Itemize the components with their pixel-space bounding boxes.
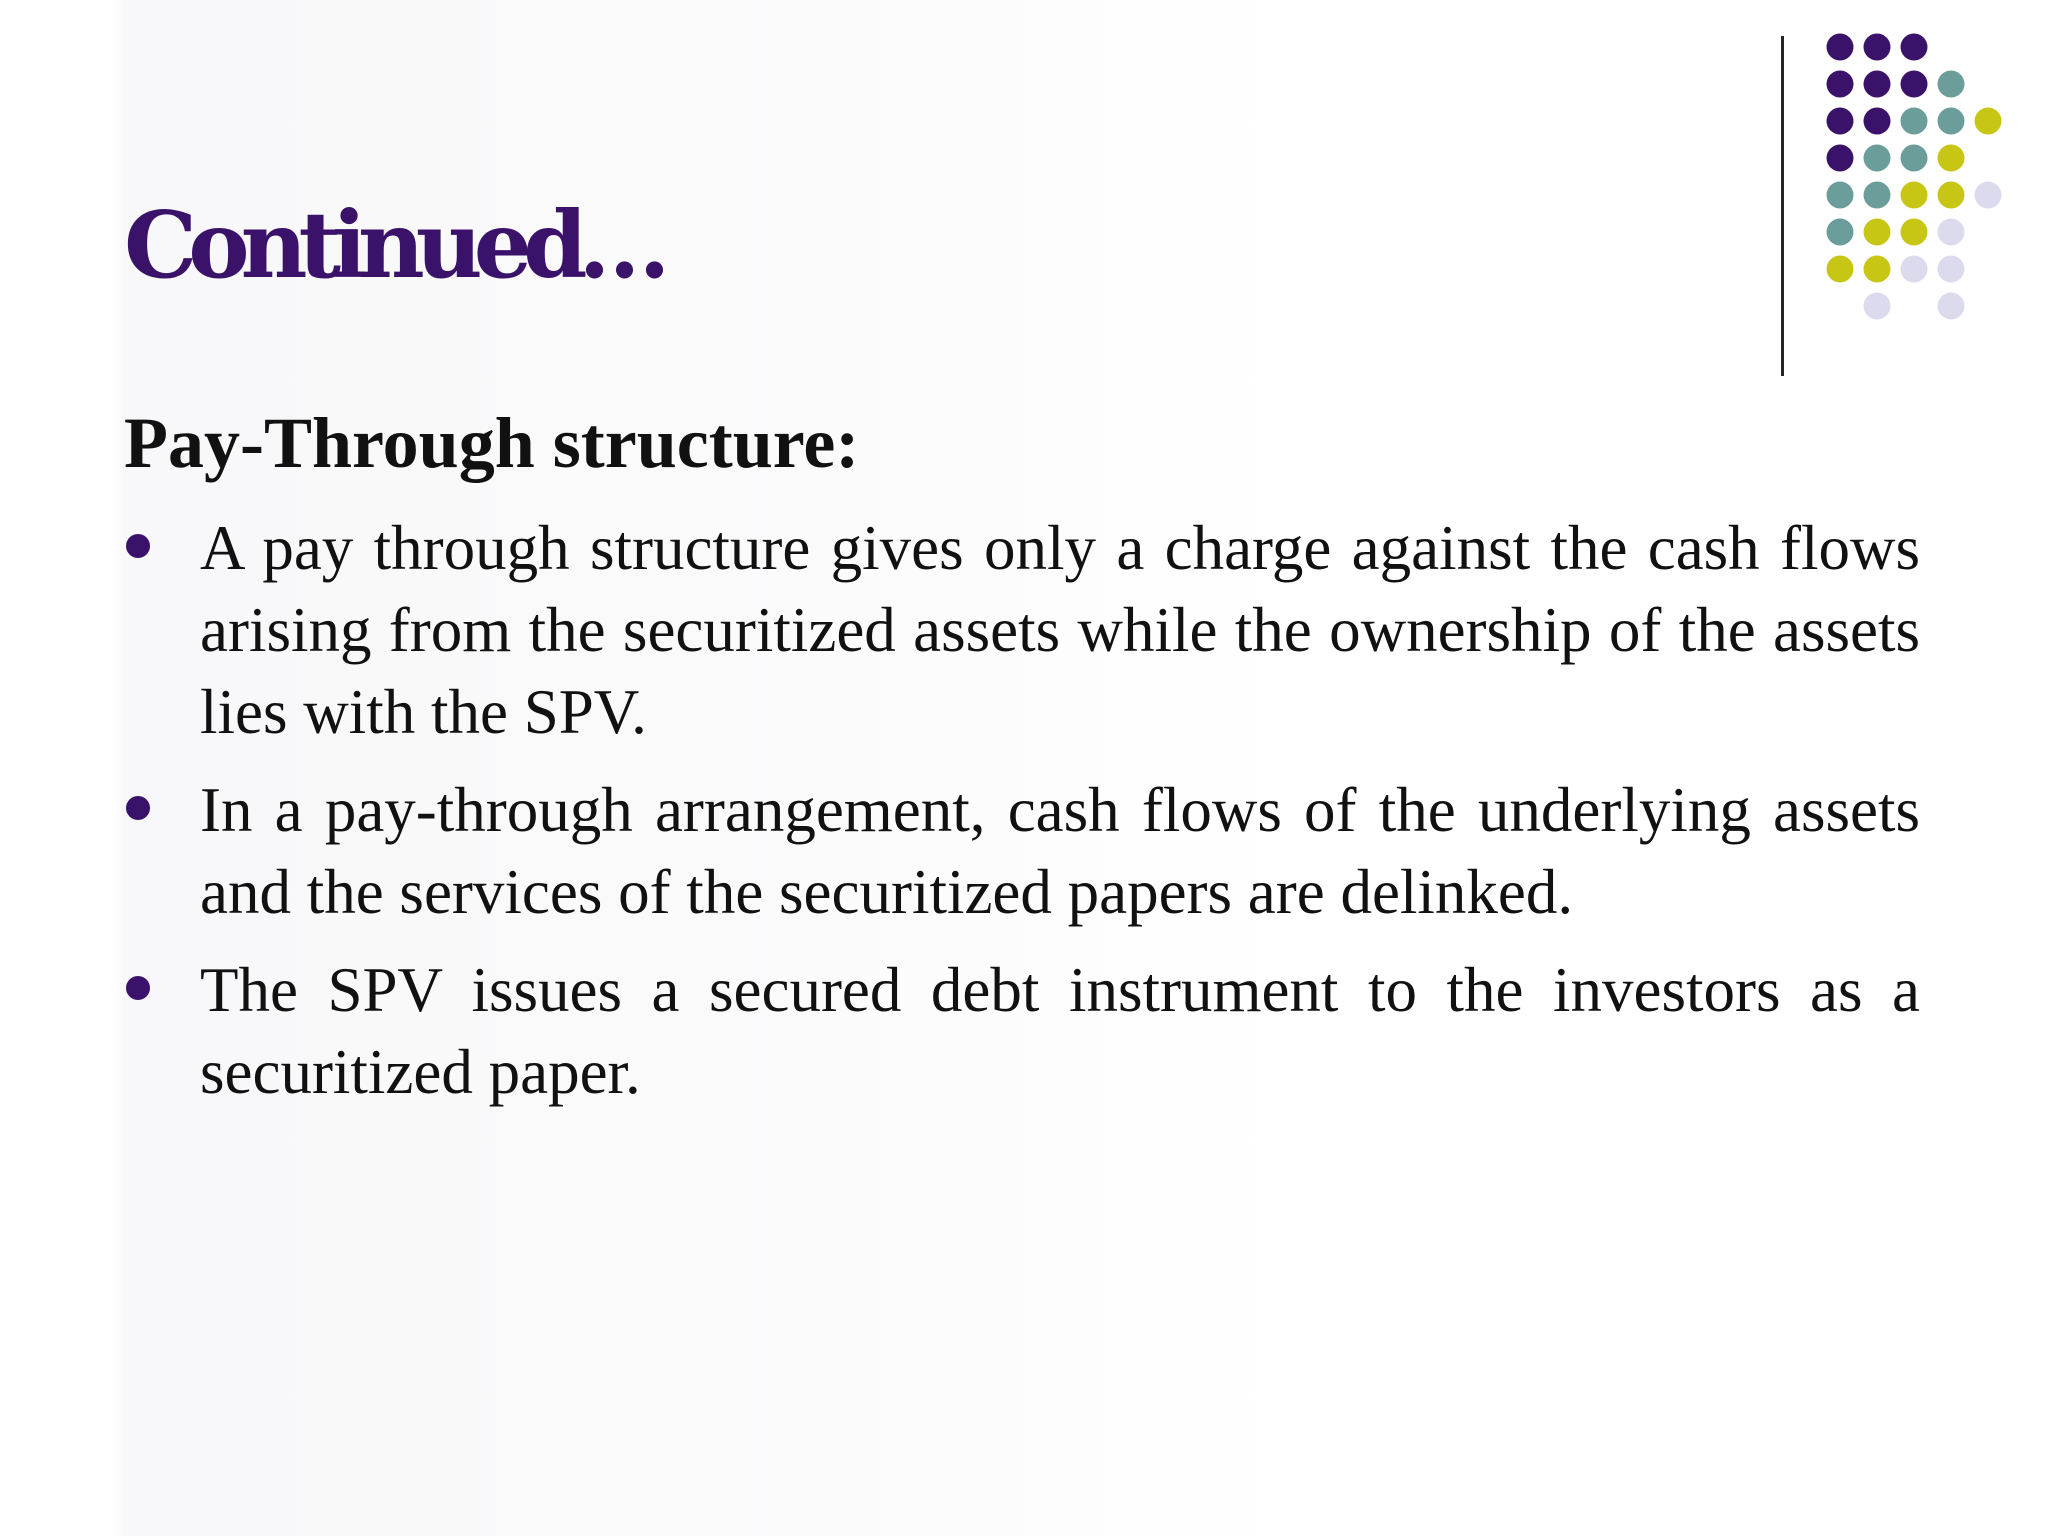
decorative-dot: [1901, 145, 1928, 172]
decorative-dot: [1938, 71, 1965, 98]
slide-title: Continued…: [124, 191, 662, 299]
bullet-icon: [126, 534, 150, 558]
decorative-dot: [1938, 182, 1965, 209]
decorative-dot: [1901, 108, 1928, 135]
slide-content: [124, 402, 1920, 1129]
bullet-item: [124, 507, 1920, 753]
decorative-dot: [1938, 293, 1965, 320]
decorative-dot: [1827, 219, 1854, 246]
decorative-dot: [1864, 182, 1891, 209]
decorative-dot: [1827, 145, 1854, 172]
decorative-dot: [1827, 71, 1854, 98]
bullet-list: [124, 507, 1920, 1113]
bullet-item: [124, 949, 1920, 1113]
bullet-text: A pay through structure gives only a charge against the cash flows arising from the securitized assets while the ownership of the assets lies with the SPV.: [200, 512, 1920, 747]
decorative-dot: [1864, 219, 1891, 246]
bullet-text: The SPV issues a secured debt instrument to the investors as a securitized paper.: [200, 954, 1920, 1107]
decorative-dot: [1864, 256, 1891, 283]
decorative-dot: [1901, 182, 1928, 209]
bullet-item: [124, 769, 1920, 933]
decorative-dot: [1938, 219, 1965, 246]
decorative-dot: [1827, 108, 1854, 135]
decorative-dot: [1901, 256, 1928, 283]
decorative-dot: [1975, 108, 2002, 135]
decorative-dot: [1864, 71, 1891, 98]
decorative-dot: [1827, 182, 1854, 209]
decorative-dot: [1901, 71, 1928, 98]
decorative-dot: [1864, 108, 1891, 135]
decorative-dot: [1975, 182, 2002, 209]
decorative-dot: [1864, 293, 1891, 320]
decorative-dot: [1938, 256, 1965, 283]
decorative-dot: [1901, 34, 1928, 61]
bullet-text: In a pay-through arrangement, cash flows of the underlying assets and the services of the securitized papers are delinked.: [200, 774, 1920, 927]
section-heading: Pay-Through structure:: [124, 403, 860, 483]
bullet-icon: [126, 976, 150, 1000]
decorative-dot: [1938, 145, 1965, 172]
decorative-dot: [1901, 219, 1928, 246]
decorative-dot: [1864, 145, 1891, 172]
decorative-dot: [1827, 256, 1854, 283]
decorative-dot: [1864, 34, 1891, 61]
bullet-icon: [126, 796, 150, 820]
decorative-dot: [1827, 34, 1854, 61]
decorative-dot: [1938, 108, 1965, 135]
dot-grid-decoration: [0, 0, 2048, 400]
